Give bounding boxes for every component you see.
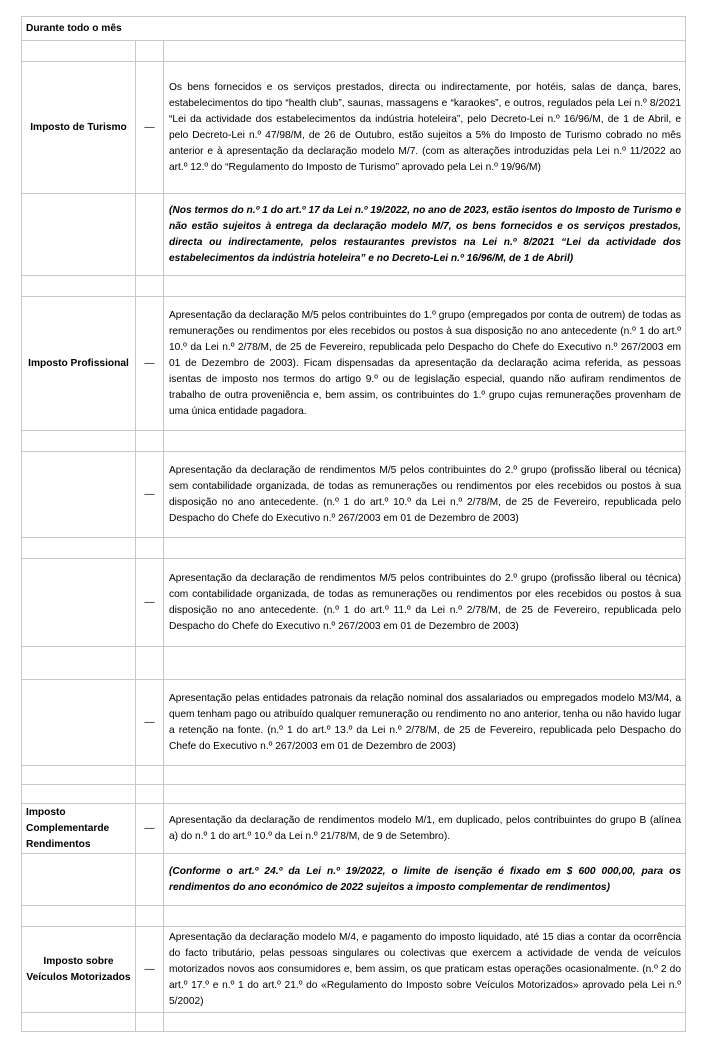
complementar-text-1: Apresentação da declaração de rendimentos modelo M/1, em duplicado, pelos contribuintes do grupo B (alínea a) do n.º 1 do art.º 10.º da Lei n.º 21/78/M, de 9 de Setembro). [164,804,686,854]
table-row [22,804,686,854]
table-row [22,452,686,538]
turismo-text-1: Os bens fornecidos e os serviços prestados, directa ou indirectamente, por hotéis, salas de dança, bares, estabelecimentos do tipo “health club”, saunas, massagens e “karaokes”, e outros, regulados pela Lei n.º 8/2021 “Lei da actividade dos estabelecimentos da indústria hoteleira”, pelo Decreto-Lei n.º 16/96/M, de 1 de Abril, e pelo Decreto-Lei n.º 47/98/M, de 26 de Outubro, estão sujeitos a 5% do Imposto de Turismo cobrado no mês anterior e à apresentação da declaração modelo M/7. (com as alterações introduzidas pela Lei n.º 11/2022 ao art.º 12.º do “Regulamento do Imposto de Turismo” aprovado pela Lei n.º 19/96/M) [164,62,686,194]
dash-marker: — [136,804,164,854]
spacer-row [22,766,686,785]
section-label-veiculos: Imposto sobre Veículos Motorizados [22,927,136,1013]
complementar-note: (Conforme o art.º 24.º da Lei n.º 19/2022, o limite de isenção é fixado em $ 600 000,00, para os rendimentos do ano económico de 2022 sujeitos a imposto complementar de rendimentos) [164,854,686,906]
spacer-row [22,431,686,452]
spacer-row [22,647,686,680]
dash-marker: — [136,927,164,1013]
section-label-turismo: Imposto de Turismo [22,62,136,194]
table-row [22,927,686,1013]
table-row [22,297,686,431]
spacer-row [22,41,686,62]
tax-obligations-table [21,16,686,1032]
table-row [22,680,686,766]
dash-marker: — [136,452,164,538]
spacer-row [22,1013,686,1032]
spacer-row [22,906,686,927]
profissional-text-3: Apresentação da declaração de rendimentos M/5 pelos contribuintes do 2.º grupo (profissão liberal ou técnica) com contabilidade organizada, de todas as remunerações ou rendimentos por eles recebidos ou postos à sua disposição no ano antecedente. (n.º 1 do art.º 11.º da Lei n.º 2/78/M, de 25 de Fevereiro, republicada pelo Despacho do Chefe do Executivo n.º 267/2003 em 01 de Dezembro de 2003) [164,559,686,647]
header-row [22,17,686,41]
dash-marker: — [136,680,164,766]
dash-marker: — [136,62,164,194]
profissional-text-1: Apresentação da declaração M/5 pelos contribuintes do 1.º grupo (empregados por conta de outrem) de todas as remunerações ou rendimentos por eles recebidos ou postos à sua disposição no ano antecedente (n.º 1 do art.º 10.º da Lei n.º 2/78/M, de 25 de Fevereiro, republicada pelo Despacho do Chefe do Executivo n.º 267/2003 em 01 de Dezembro de 2003). Ficam dispensadas da apresentação da declaração acima referida, as pessoas isentas de imposto nos termos do artigo 9.º ou de legislação especial, quando não aufiram rendimentos de trabalho de outra proveniência e, bem assim, os contribuintes do 1.º grupo cujas remunerações provenham de uma única entidade pagadora. [164,297,686,431]
tax-calendar-page [21,16,685,1032]
table-row [22,194,686,276]
veiculos-text-1: Apresentação da declaração modelo M/4, e pagamento do imposto liquidado, até 15 dias a contar da ocorrência do facto tributário, pelas pessoas singulares ou colectivas que exercem a actividade de venda de veículos motorizados novos aos consumidores e, bem assim, os que praticam estas operações ocasionalmente. (n.º 2 do art.º 17.º e n.º 1 do art.º 21.º do «Regulamento do Imposto sobre Veículos Motorizados» aprovado pela Lei n.º 5/2002) [164,927,686,1013]
section-label-complementar: Imposto Complementarde Rendimentos [22,804,136,854]
turismo-note: (Nos termos do n.º 1 do art.º 17 da Lei n.º 19/2022, no ano de 2023, estão isentos do Imposto de Turismo e não estão sujeitos à entrega da declaração modelo M/7, os bens fornecidos e os serviços prestados, directa ou indirectamente, pelos restaurantes previstos na Lei n.º 8/2021 “Lei da actividade dos estabelecimentos da indústria hoteleira” e no Decreto-Lei n.º 16/96/M, de 1 de Abril) [164,194,686,276]
spacer-row [22,785,686,804]
table-row [22,62,686,194]
profissional-text-4: Apresentação pelas entidades patronais da relação nominal dos assalariados ou empregados modelo M3/M4, a quem tenham pago ou atribuído qualquer remuneração ou rendimento no ano anterior, tenha ou não havido lugar a retenção na fonte. (n.º 1 do art.º 13.º da Lei n.º 2/78/M, de 25 de Fevereiro, republicada pelo Despacho do Chefe do Executivo n.º 267/2003 em 01 de Dezembro de 2003) [164,680,686,766]
period-header: Durante todo o mês [22,17,686,41]
dash-marker: — [136,297,164,431]
spacer-row [22,538,686,559]
dash-marker: — [136,559,164,647]
table-row [22,559,686,647]
profissional-text-2: Apresentação da declaração de rendimentos M/5 pelos contribuintes do 2.º grupo (profissão liberal ou técnica) sem contabilidade organizada, de todas as remunerações ou rendimentos por eles recebidos ou postos à sua disposição no ano antecedente. (n.º 1 do art.º 10.º da Lei n.º 2/78/M, de 25 de Fevereiro, republicada pelo Despacho do Chefe do Executivo n.º 267/2003 em 01 de Dezembro de 2003) [164,452,686,538]
section-label-profissional: Imposto Profissional [22,297,136,431]
table-row [22,854,686,906]
spacer-row [22,276,686,297]
